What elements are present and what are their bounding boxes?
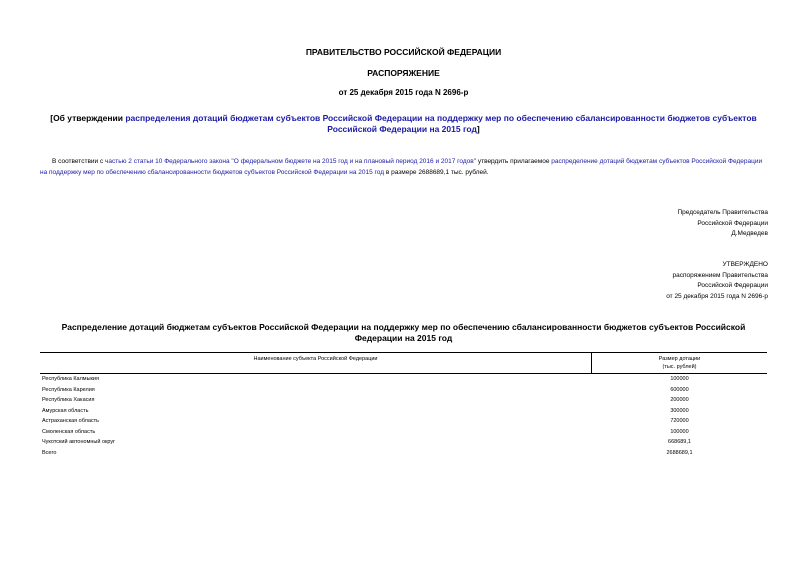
column-header-value-line1: Размер дотации xyxy=(658,356,701,362)
table-row xyxy=(40,385,767,396)
table-title: Распределение дотаций бюджетам субъектов Российской Федерации на поддержку мер по обеспечению сбалансированности бюджетов субъектов Российской Федерации на 2015 год xyxy=(61,322,746,343)
subsidy-amount: 100000 xyxy=(670,376,689,382)
region-name: Астраханская область xyxy=(42,418,100,424)
title-suffix: ] xyxy=(476,124,480,134)
region-name: Республика Карелия xyxy=(42,386,95,393)
body-text-2: утвердить прилагаемое xyxy=(476,158,552,165)
government-heading: ПРАВИТЕЛЬСТВО РОССИЙСКОЙ ФЕДЕРАЦИИ xyxy=(305,47,502,57)
region-name: Республика Калмыкия xyxy=(42,376,99,382)
table-top-rule xyxy=(40,352,767,353)
total-label: Всего xyxy=(42,449,57,456)
table-row xyxy=(40,406,767,417)
law-link[interactable]: частью 2 статьи 10 Федерального закона "О федеральном бюджете на 2015 год и на плановый период 2016 и 2017 годов" xyxy=(105,158,477,165)
column-header-name: Наименование субъекта Российской Федерации xyxy=(253,356,378,362)
region-name: Республика Хакасия xyxy=(42,397,95,403)
region-name: Амурская область xyxy=(42,407,89,414)
subsidy-amount: 668689,1 xyxy=(668,439,691,445)
subsidy-amount: 100000 xyxy=(670,428,689,435)
subsidy-amount: 720000 xyxy=(670,418,689,424)
document-type: РАСПОРЯЖЕНИЕ xyxy=(367,68,440,78)
body-paragraph xyxy=(40,156,770,178)
subsidy-amount: 300000 xyxy=(670,407,689,414)
signature-org: Российской Федерации xyxy=(697,219,768,227)
table-row xyxy=(40,395,767,406)
table-row-total xyxy=(40,448,767,459)
region-name: Чукотский автономный округ xyxy=(42,439,116,445)
subsidy-amount: 600000 xyxy=(670,386,689,393)
subsidy-amount: 200000 xyxy=(670,397,689,403)
total-amount: 2688689,1 xyxy=(666,449,693,456)
body-text-1: В соответствии с xyxy=(52,158,106,165)
column-header-value-line2: (тыс. рублей) xyxy=(662,364,697,370)
distribution-link[interactable]: распределение дотаций бюджетам субъектов Российской Федерации на поддержку мер по обеспечению сбалансированности бюджетов субъектов Российской Федерации на 2015 год xyxy=(40,158,763,176)
region-name: Смоленская область xyxy=(42,428,96,435)
signature-position: Председатель Правительства xyxy=(677,209,768,216)
title-prefix: [Об утверждении xyxy=(50,113,126,123)
table-row xyxy=(40,437,767,448)
document-title xyxy=(40,113,767,135)
approval-by: распоряжением Правительства xyxy=(672,271,768,279)
signature-block xyxy=(677,208,768,240)
table-row xyxy=(40,374,767,385)
column-header-value xyxy=(592,355,767,371)
table-row xyxy=(40,427,767,438)
table-row xyxy=(40,416,767,427)
approval-org: Российской Федерации xyxy=(697,282,768,289)
table-body xyxy=(40,374,767,458)
signature-name: Д.Медведев xyxy=(731,230,768,237)
approval-label: УТВЕРЖДЕНО xyxy=(722,261,768,268)
document-date-number: от 25 декабря 2015 года N 2696-р xyxy=(338,88,469,97)
approval-block xyxy=(666,260,768,302)
title-link[interactable]: распределения дотаций бюджетам субъектов Российской Федерации на поддержку мер по обеспечению сбалансированности бюджетов субъектов Российской Федерации на 2015 год xyxy=(125,113,757,134)
approval-date: от 25 декабря 2015 года N 2696-р xyxy=(666,292,768,300)
body-text-3: в размере 2688689,1 тыс. рублей. xyxy=(384,169,489,176)
